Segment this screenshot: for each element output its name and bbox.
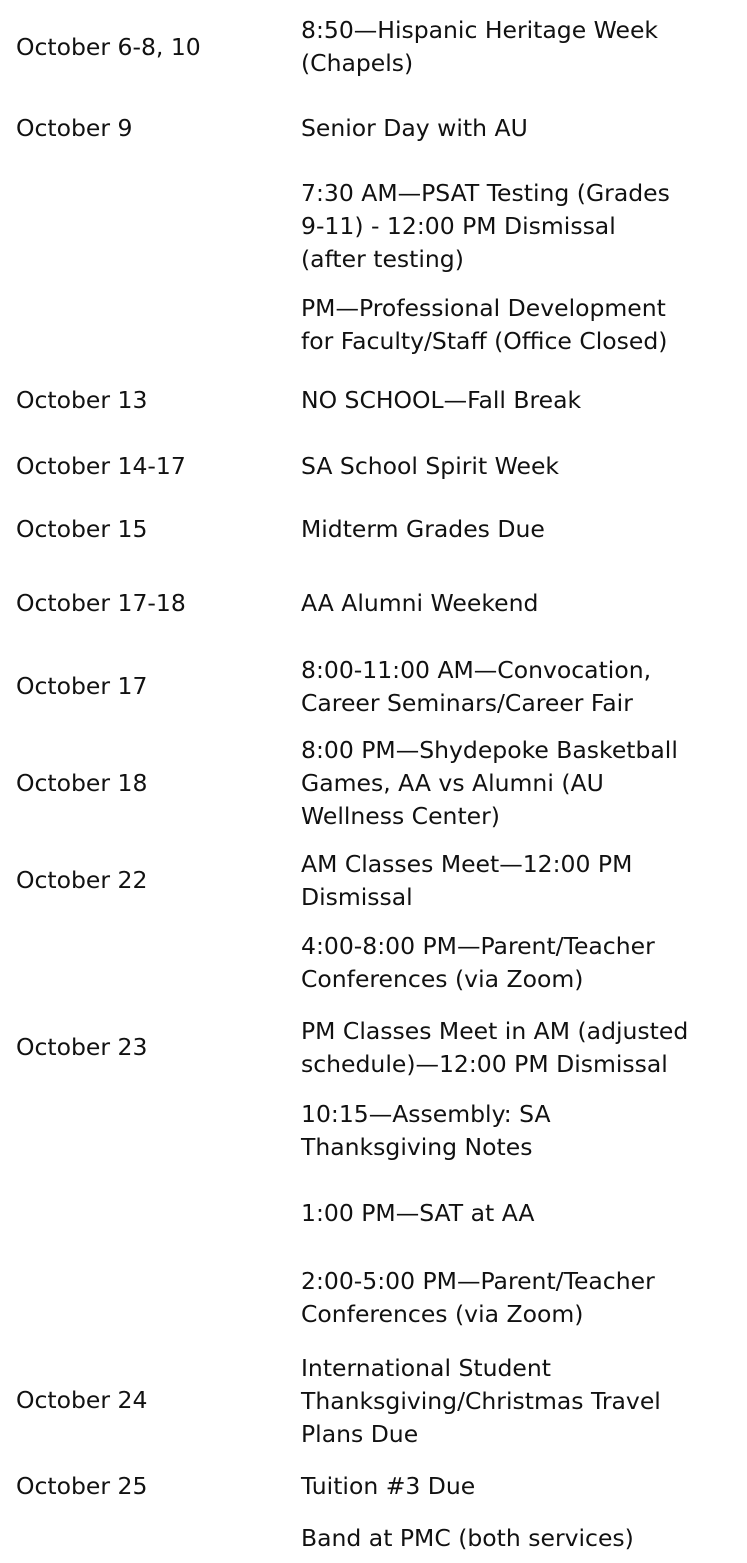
event-line: PM Classes Meet in AM (adjusted: [301, 1017, 689, 1045]
schedule-event: [301, 513, 741, 546]
schedule-event: [301, 384, 741, 417]
event-line: for Faculty/Staff (Office Closed): [301, 327, 668, 355]
schedule-event: [301, 1522, 741, 1555]
event-line: (after testing): [301, 245, 464, 273]
event-line: Dismissal: [301, 883, 413, 911]
schedule-date: October 13: [16, 386, 148, 414]
event-line: PM—Professional Development: [301, 294, 666, 322]
schedule-event: [301, 1098, 741, 1164]
schedule-date: October 18: [16, 769, 148, 797]
schedule-event: [301, 1197, 741, 1230]
event-line: 8:00-11:00 AM—Convocation,: [301, 656, 652, 684]
event-line: schedule)—12:00 PM Dismissal: [301, 1050, 668, 1078]
event-line: 7:30 AM—PSAT Testing (Grades: [301, 179, 670, 207]
event-line: Conferences (via Zoom): [301, 965, 584, 993]
schedule-event: [301, 112, 741, 145]
schedule-event: [301, 930, 741, 996]
event-line: Games, AA vs Alumni (AU: [301, 769, 604, 797]
event-line: AM Classes Meet—12:00 PM: [301, 850, 633, 878]
event-line: 10:15—Assembly: SA: [301, 1100, 551, 1128]
schedule-date: October 25: [16, 1472, 148, 1500]
schedule-event: [301, 734, 741, 833]
schedule-date: October 15: [16, 515, 148, 543]
event-line: Thanksgiving/Christmas Travel: [301, 1387, 661, 1415]
schedule-event: [301, 848, 741, 914]
schedule-event: [301, 1015, 741, 1081]
schedule-date: October 17: [16, 672, 148, 700]
event-line: Conferences (via Zoom): [301, 1300, 584, 1328]
schedule-event: [301, 450, 741, 483]
schedule-date: October 17-18: [16, 589, 186, 617]
schedule-date: October 9: [16, 114, 133, 142]
schedule-date: October 6-8, 10: [16, 33, 201, 61]
schedule-date: October 23: [16, 1033, 148, 1061]
event-line: 8:50—Hispanic Heritage Week: [301, 16, 659, 44]
event-line: Midterm Grades Due: [301, 515, 545, 543]
schedule-date: October 14-17: [16, 452, 186, 480]
event-line: Wellness Center): [301, 802, 500, 830]
schedule-date: October 24: [16, 1386, 148, 1414]
event-line: 9-11) - 12:00 PM Dismissal: [301, 212, 616, 240]
event-line: Band at PMC (both services): [301, 1524, 634, 1552]
schedule-event: [301, 1352, 741, 1451]
schedule-event: [301, 1470, 741, 1503]
schedule-event: [301, 587, 741, 620]
event-line: Tuition #3 Due: [301, 1472, 476, 1500]
schedule-event: [301, 292, 741, 358]
event-line: (Chapels): [301, 49, 414, 77]
schedule-date: October 22: [16, 866, 148, 894]
event-line: International Student: [301, 1354, 551, 1382]
event-line: 8:00 PM—Shydepoke Basketball: [301, 736, 678, 764]
schedule-event: [301, 1265, 741, 1331]
schedule-event: [301, 177, 741, 276]
event-line: 4:00-8:00 PM—Parent/Teacher: [301, 932, 655, 960]
event-line: NO SCHOOL—Fall Break: [301, 386, 582, 414]
schedule-event: [301, 654, 741, 720]
event-line: AA Alumni Weekend: [301, 589, 539, 617]
event-line: Thanksgiving Notes: [301, 1133, 533, 1161]
event-line: 2:00-5:00 PM—Parent/Teacher: [301, 1267, 655, 1295]
schedule-event: [301, 14, 741, 80]
event-line: Senior Day with AU: [301, 114, 528, 142]
event-line: Plans Due: [301, 1420, 419, 1448]
event-line: Career Seminars/Career Fair: [301, 689, 633, 717]
event-line: SA School Spirit Week: [301, 452, 560, 480]
event-line: 1:00 PM—SAT at AA: [301, 1199, 535, 1227]
